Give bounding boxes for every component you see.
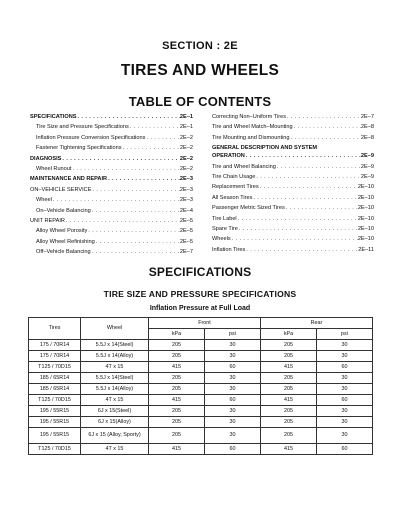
toc-leader-dots [71,166,179,172]
front-psi-cell: 30 [205,351,261,362]
front-kpa-cell: 415 [149,444,205,455]
rear-psi-cell: 30 [317,351,373,362]
toc-entry-title: DIAGNOSIS [30,155,62,162]
table-row [29,417,373,428]
toc-entry-title: Correcting Non–Uniform Tires [212,114,286,120]
front-kpa-cell: 205 [149,428,205,444]
toc-entry-title: ON–VEHICLE SERVICE [30,186,92,193]
toc-entry [212,174,374,184]
wheel-cell: 6J x 15 (Alloy, Sporty) [81,428,149,444]
toc-entry [212,114,374,124]
toc-leader-dots [231,236,358,242]
table-row [29,384,373,395]
toc-entry [212,184,374,194]
toc-entry-page: 2E–10 [357,225,374,232]
toc-entry-page: 2E–9 [360,153,374,160]
toc-leader-dots [91,187,179,193]
toc-entry-page: 2E–8 [360,124,374,131]
toc-entry-title: Tire and Wheel Balancing [212,163,276,170]
rear-kpa-cell: 205 [261,340,317,351]
table-caption: Inflation Pressure at Full Load [149,305,251,312]
toc-leader-dots [245,153,361,159]
tire-cell: T125 / 70D15 [29,444,81,455]
rear-psi-cell: 60 [317,362,373,373]
header-rear: Rear [261,318,373,329]
toc-entry-title: Tire Mounting and Dismounting [212,134,290,141]
tire-cell: T125 / 70D15 [29,395,81,406]
toc-leader-dots [293,124,361,130]
toc-entry [212,145,374,153]
toc-entry-page: 2E–5 [179,238,193,245]
header-front: Front [149,318,261,329]
toc-entry-title: Wheels [212,236,231,243]
table-row [29,395,373,406]
toc-entry-page: 2E–10 [357,184,374,191]
toc-entry [30,187,193,197]
section-label: SECTION : 2E [162,40,238,52]
toc-entry [212,153,374,163]
rear-psi-cell: 30 [317,384,373,395]
toc-leader-dots [290,135,361,141]
toc-entry-title: Wheel Runout [36,165,72,172]
toc-entry-title: Replacement Tires [212,184,259,191]
rear-kpa-cell: 415 [261,444,317,455]
toc-entry-page: 2E–2 [179,145,193,152]
toc-leader-dots [238,226,358,232]
toc-entry-title: Tire Label [212,215,237,222]
toc-entry [212,135,374,145]
toc-entry-title: Inflation Pressure Conversion Specifications [36,134,146,141]
toc-entry-title: Wheel [36,197,52,204]
front-kpa-cell: 205 [149,417,205,428]
wheel-cell: 5.5J x 14(Steel) [81,373,149,384]
tire-cell: 175 / 70R14 [29,340,81,351]
tire-cell: T125 / 70D15 [29,362,81,373]
toc-entry-page: 2E–9 [360,173,374,180]
rear-kpa-cell: 205 [261,417,317,428]
toc-left-column [30,114,193,259]
tire-cell: 195 / 55R15 [29,428,81,444]
toc-entry-title: MAINTENANCE AND REPAIR [30,176,108,183]
toc-entry [30,156,193,166]
rear-psi-cell: 30 [317,373,373,384]
toc-entry [212,195,374,205]
table-row [29,428,373,444]
front-psi-cell: 30 [205,417,261,428]
toc-entry [30,249,193,259]
toc-entry [212,124,374,134]
rear-kpa-cell: 415 [261,362,317,373]
toc-entry-page: 2E–3 [179,186,193,193]
toc-entry [30,239,193,249]
tire-cell: 185 / 65R14 [29,384,81,395]
toc-entry-title: Off–Vehicle Balancing [36,249,91,256]
toc-leader-dots [87,228,180,234]
toc-entry-title: Inflation Tires [212,246,246,253]
toc-entry [30,124,193,134]
toc-entry [30,135,193,145]
front-psi-cell: 30 [205,373,261,384]
toc-leader-dots [255,174,361,180]
toc-entry-page: 2E–1 [179,114,193,120]
table-row [29,351,373,362]
rear-kpa-cell: 205 [261,428,317,444]
front-psi-cell: 30 [205,340,261,351]
rear-psi-cell: 30 [317,417,373,428]
toc-leader-dots [91,208,180,214]
table-row [29,373,373,384]
rear-kpa-cell: 415 [261,395,317,406]
rear-kpa-cell: 205 [261,406,317,417]
toc-entry [212,236,374,246]
toc-leader-dots [61,156,180,162]
toc-entry-title: All Season Tires [212,194,253,201]
wheel-cell: 6J x 15(Steel) [81,406,149,417]
toc-leader-dots [285,205,358,211]
specifications-title: SPECIFICATIONS [148,265,252,279]
toc-right-column [212,114,374,257]
toc-entry-page: 2E–2 [179,134,193,141]
toc-entry [30,166,193,176]
toc-entry [212,164,374,174]
toc-entry-page: 2E–7 [179,249,193,256]
tire-cell: 185 / 65R14 [29,373,81,384]
wheel-cell: 4T x 15 [81,362,149,373]
front-psi-cell: 60 [205,395,261,406]
toc-entry-title: Tire Chain Usage [212,173,256,180]
toc-entry-page: 2E–5 [179,228,193,235]
table-row [29,406,373,417]
toc-entry-page: 2E–2 [179,155,193,162]
table-row [29,362,373,373]
toc-entry-page: 2E–10 [357,205,374,212]
wheel-cell: 5.5J x 14(Alloy) [81,351,149,362]
toc-entry [212,216,374,226]
front-psi-cell: 60 [205,444,261,455]
toc-entry [30,114,193,124]
toc-entry-page: 2E–3 [179,197,193,204]
toc-entry-page: 2E–8 [360,134,374,141]
toc-entry [30,208,193,218]
rear-kpa-cell: 205 [261,373,317,384]
front-psi-cell: 30 [205,406,261,417]
page-title: TIRES AND WHEELS [120,62,280,79]
front-kpa-cell: 205 [149,340,205,351]
toc-entry-page: 2E–10 [357,215,374,222]
toc-leader-dots [91,249,180,255]
toc-leader-dots [145,135,179,141]
rear-psi-cell: 60 [317,444,373,455]
wheel-cell: 5.5J x 14(Steel) [81,340,149,351]
header-rear-psi: psi [317,329,373,340]
header-wheel: Wheel [81,318,149,340]
toc-entry [30,145,193,155]
toc-entry-page: 2E–4 [179,207,193,214]
wheel-cell: 4T x 15 [81,395,149,406]
front-kpa-cell: 415 [149,362,205,373]
toc-leader-dots [95,239,180,245]
front-psi-cell: 30 [205,384,261,395]
toc-title: TABLE OF CONTENTS [128,94,272,109]
toc-leader-dots [286,114,361,120]
table-row [29,444,373,455]
toc-entry [30,228,193,238]
toc-leader-dots [259,184,358,190]
toc-entry [30,218,193,228]
specifications-subtitle: TIRE SIZE AND PRESSURE SPECIFICATIONS [103,289,297,299]
toc-entry-title: Spare Tire [212,225,238,232]
front-kpa-cell: 205 [149,384,205,395]
toc-leader-dots [122,145,180,151]
toc-entry [212,226,374,236]
toc-entry-title: Tire Size and Pressure Specifications [36,124,129,131]
toc-entry-title: SPECIFICATIONS [30,114,77,120]
header-front-psi: psi [205,329,261,340]
rear-psi-cell: 30 [317,428,373,444]
table-body [29,340,373,455]
table-row [29,340,373,351]
toc-leader-dots [276,164,361,170]
rear-psi-cell: 30 [317,406,373,417]
toc-entry-title: Passenger Metric Sized Tires [212,205,285,212]
toc-entry-title: OPERATION [212,153,245,160]
toc-leader-dots [65,218,180,224]
toc-entry [30,176,193,186]
toc-leader-dots [252,195,357,201]
toc-leader-dots [129,124,180,130]
front-kpa-cell: 205 [149,351,205,362]
toc-leader-dots [237,216,358,222]
wheel-cell: 6J x 15(Alloy) [81,417,149,428]
header-rear-kpa: kPa [261,329,317,340]
toc-leader-dots [245,247,358,253]
toc-entry-page: 2E–3 [179,176,193,183]
toc-entry-page: 2E–2 [179,165,193,172]
toc-entry-page: 2E–10 [357,236,374,243]
toc-entry-title: Fastener Tightening Specifications [36,145,122,152]
toc-leader-dots [77,114,180,120]
rear-kpa-cell: 205 [261,384,317,395]
toc-entry-page: 2E–7 [360,114,374,120]
toc-entry [30,197,193,207]
toc-entry-title: Alloy Wheel Refinishing [36,238,95,245]
toc-entry-title: Tire and Wheel Match–Mounting [212,124,293,131]
tire-cell: 195 / 55R15 [29,406,81,417]
front-psi-cell: 60 [205,362,261,373]
toc-entry-page: 2E–10 [357,194,374,201]
toc-entry-page: 2E–5 [179,217,193,224]
toc-entry-page: 2E–11 [358,246,374,253]
rear-kpa-cell: 205 [261,351,317,362]
tire-cell: 195 / 55R15 [29,417,81,428]
front-kpa-cell: 205 [149,406,205,417]
front-kpa-cell: 415 [149,395,205,406]
tire-cell: 175 / 70R14 [29,351,81,362]
header-tires: Tires [29,318,81,340]
wheel-cell: 4T x 15 [81,444,149,455]
header-front-kpa: kPa [149,329,205,340]
tire-pressure-table [28,317,373,455]
toc-entry-title: On–Vehicle Balancing [36,207,91,214]
toc-entry-title: UNIT REPAIR [30,217,65,224]
toc-entry-page: 2E–9 [360,163,374,170]
toc-entry-title: GENERAL DESCRIPTION AND SYSTEM [212,145,318,152]
toc-entry-title: Alloy Wheel Porosity [36,228,88,235]
toc-entry-page: 2E–1 [179,124,193,131]
wheel-cell: 5.5J x 14(Alloy) [81,384,149,395]
front-kpa-cell: 205 [149,373,205,384]
front-psi-cell: 30 [205,428,261,444]
rear-psi-cell: 60 [317,395,373,406]
toc-leader-dots [52,197,180,203]
rear-psi-cell: 30 [317,340,373,351]
toc-leader-dots [107,176,180,182]
toc-entry [212,205,374,215]
toc-entry [212,247,374,257]
